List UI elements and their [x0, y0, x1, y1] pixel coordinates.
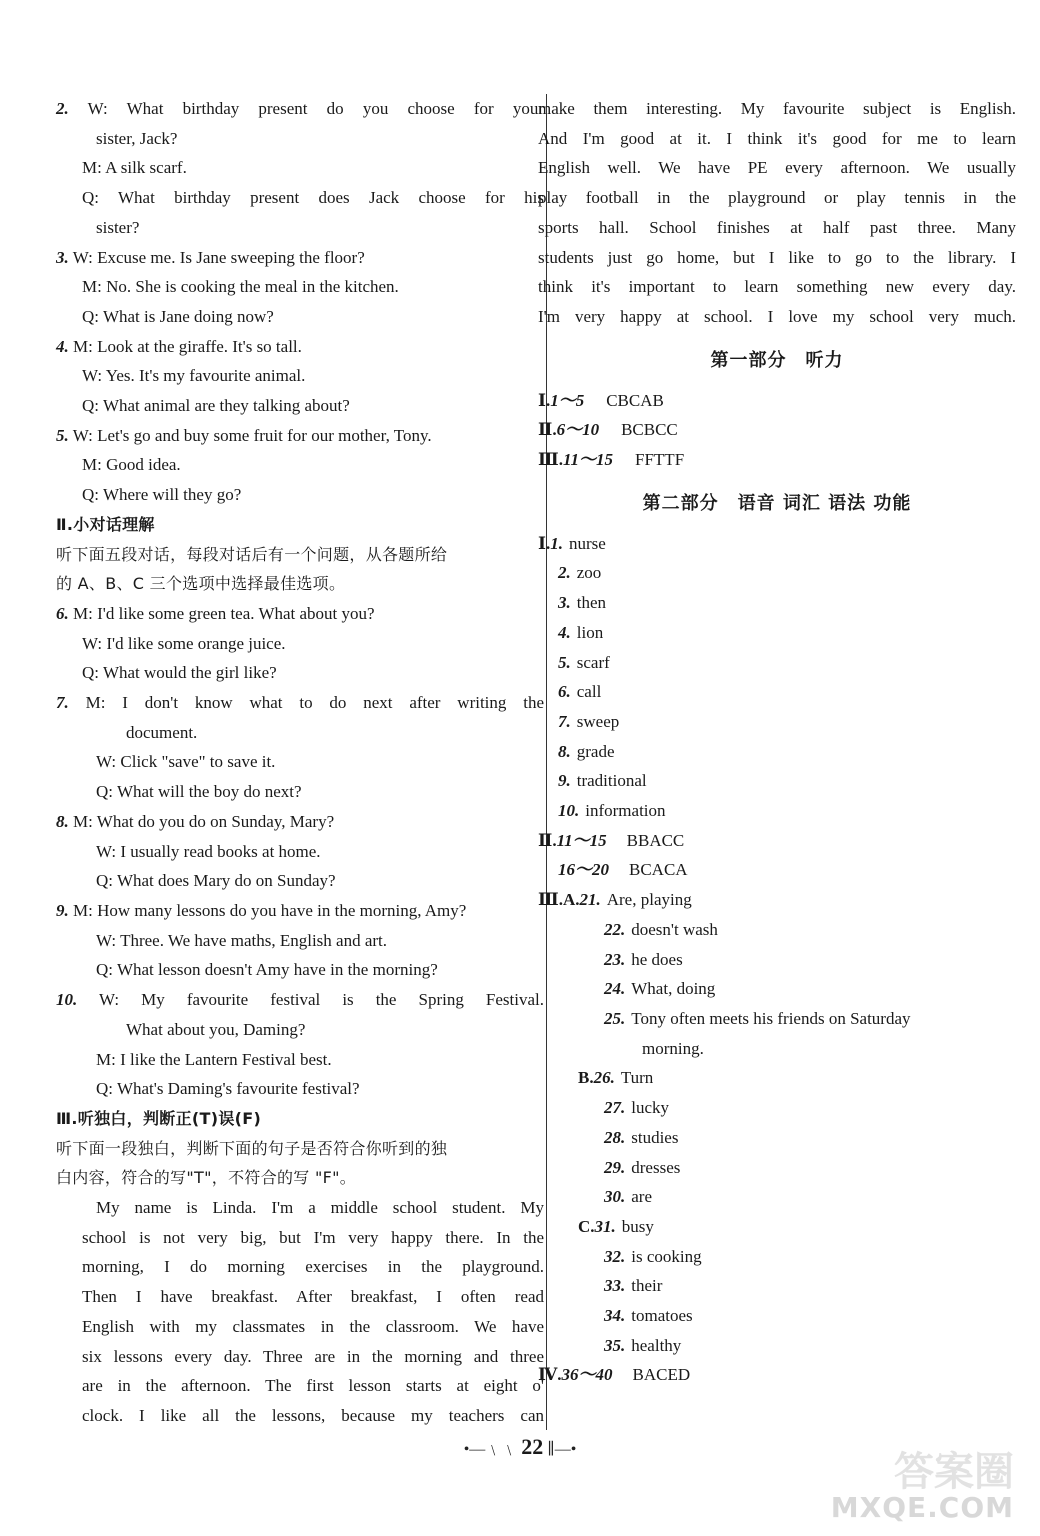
answer-text: then [576, 593, 607, 613]
answer-text: busy [621, 1216, 654, 1236]
line-text: 听下面一段独白，判断下面的句子是否符合你听到的独 [56, 1138, 448, 1158]
item-number: 10. [558, 801, 580, 821]
line-text: Q: What birthday present does Jack choose for his [82, 188, 544, 208]
answer-text: BACED [632, 1365, 691, 1385]
answer-text: morning. [642, 1038, 704, 1058]
answer-text: Turn [620, 1068, 654, 1088]
monologue-continuation [538, 94, 1016, 332]
answer-text: zoo [576, 563, 602, 583]
item-number: 36～40 [561, 1365, 613, 1385]
line-text: M: A silk scarf. [82, 158, 187, 178]
text-line [56, 985, 544, 1015]
text-line: play football in the playground or play tennis in the [538, 188, 1016, 208]
item-number: 30. [604, 1187, 626, 1207]
item-number: 31. [594, 1216, 616, 1236]
line-text: six lessons every day. Three are in the morning and three [82, 1346, 544, 1366]
text-line [56, 450, 544, 480]
item-number: 8. [558, 741, 571, 761]
text-line [56, 1401, 544, 1431]
answer-text: doesn't wash [631, 919, 718, 939]
item-number: 6. [56, 603, 69, 623]
answer-text: lucky [631, 1098, 670, 1118]
answer-row [538, 974, 1016, 1004]
part-one-heading: 第一部分 听力 [710, 349, 844, 371]
item-number: 32. [604, 1246, 626, 1266]
item-number: 5. [56, 425, 69, 445]
text-line [56, 1193, 544, 1223]
answer-row [538, 1153, 1016, 1183]
line-text: school is not very big, but I'm very happy there. In the [82, 1227, 544, 1247]
line-text: Ⅱ.小对话理解 [56, 514, 155, 534]
item-number: 7. [558, 711, 571, 731]
item-number: 2. [56, 99, 69, 118]
line-text: M: Look at the giraffe. It's so tall. [73, 336, 302, 356]
text-line [56, 421, 544, 451]
section-numeral: Ⅱ. [538, 420, 557, 440]
item-number: 4. [558, 622, 571, 642]
answer-text: tomatoes [631, 1306, 693, 1326]
line-text: Q: What does Mary do on Sunday? [96, 871, 336, 891]
item-number: 3. [56, 247, 69, 267]
answer-row [538, 1301, 1016, 1331]
line-text: W: I'd like some orange juice. [82, 633, 286, 653]
text-line [56, 1015, 544, 1045]
text-line [56, 1104, 544, 1134]
answer-text: dresses [631, 1157, 681, 1177]
text-line [56, 718, 544, 748]
line-text: What about you, Daming? [126, 1019, 306, 1039]
line-text: sister? [96, 217, 140, 237]
line-text: W: My favourite festival is the Spring Festival. [99, 990, 544, 1010]
text-line [56, 1045, 544, 1075]
line-text: W: Yes. It's my favourite animal. [82, 366, 306, 386]
line-text: Q: What lesson doesn't Amy have in the morning? [96, 960, 438, 980]
item-number: 22. [604, 919, 626, 939]
line-text: M: I don't know what to do next after writing the [85, 693, 545, 713]
question-range: 6～10 [556, 420, 600, 440]
question-range: 11～15 [562, 450, 614, 470]
section-numeral: Ⅲ. [538, 450, 563, 470]
answer-row [538, 945, 1016, 975]
item-number: 33. [604, 1276, 626, 1296]
item-number: 5. [558, 652, 571, 672]
item-number: 34. [604, 1306, 626, 1326]
answer-row [538, 1360, 1016, 1390]
answer-row [538, 529, 1016, 559]
answer-row [538, 1034, 1016, 1064]
text-line: students just go home, but I like to go to the library. I [538, 247, 1016, 267]
line-text: sister, Jack? [96, 128, 178, 148]
line-text: morning, I do morning exercises in the playground. [82, 1257, 544, 1277]
text-line [56, 569, 544, 599]
text-line: I'm very happy at school. I love my school very much. [538, 306, 1016, 326]
text-line [56, 955, 544, 985]
line-text: My name is Linda. I'm a middle school student. My [96, 1198, 544, 1218]
answer-row [538, 648, 1016, 678]
item-number: 28. [604, 1127, 626, 1147]
item-number: 35. [604, 1335, 626, 1355]
text-line [56, 777, 544, 807]
section-numeral: C. [578, 1216, 595, 1236]
line-text: W: What birthday present do you choose for your [87, 99, 544, 118]
line-text: Q: What is Jane doing now? [82, 306, 274, 326]
item-number: 1. [550, 533, 563, 553]
answer-row [538, 1331, 1016, 1361]
watermark [831, 1440, 1014, 1524]
answer-row [538, 855, 1016, 885]
text-line [56, 807, 544, 837]
answer-row [538, 677, 1016, 707]
answer-text: are [631, 1187, 653, 1207]
answer-row [538, 1063, 1016, 1093]
answer-text: Are, playing [606, 890, 692, 910]
answer-text: BCBCC [621, 420, 678, 440]
text-line [56, 1074, 544, 1104]
answer-row [538, 445, 1016, 475]
item-number: 10. [56, 990, 78, 1010]
item-number: 9. [558, 771, 571, 791]
text-line [56, 480, 544, 510]
text-line: And I'm good at it. I think it's good for me to learn [538, 128, 1016, 148]
text-line [56, 272, 544, 302]
text-line: sports hall. School finishes at half past three. Many [538, 217, 1016, 237]
item-number: 24. [604, 979, 626, 999]
section-numeral: Ⅰ. [538, 533, 551, 553]
line-text: W: Click "save" to save it. [96, 752, 276, 772]
text-line [56, 658, 544, 688]
watermark-logo: 答案圈 [894, 1449, 1014, 1495]
item-number: 6. [558, 682, 571, 702]
item-number: 21. [579, 890, 601, 910]
text-line: English well. We have PE every afternoon. We usually [538, 158, 1016, 178]
answer-text: studies [631, 1127, 679, 1147]
line-text: 白内容，符合的写"T"，不符合的写 "F"。 [56, 1168, 357, 1188]
text-line: make them interesting. My favourite subject is English. [538, 99, 1016, 118]
footer-left-ornament: •—﹨﹨ [463, 1441, 518, 1458]
answer-text: call [576, 682, 602, 702]
section-numeral: Ⅲ.A. [538, 890, 580, 910]
answer-row [538, 386, 1016, 416]
item-number: 26. [593, 1068, 615, 1088]
answer-text: BBACC [626, 830, 685, 850]
answer-text: their [631, 1276, 663, 1296]
answer-row [538, 1182, 1016, 1212]
text-line [56, 866, 544, 896]
answer-row [538, 707, 1016, 737]
answer-row [538, 737, 1016, 767]
section-numeral: Ⅳ. [538, 1365, 562, 1385]
page-number: 22 [521, 1434, 544, 1459]
line-text: W: Excuse me. Is Jane sweeping the floor? [72, 247, 365, 267]
line-text: M: I like the Lantern Festival best. [96, 1049, 332, 1069]
answer-row [538, 796, 1016, 826]
line-text: M: No. She is cooking the meal in the kitchen. [82, 277, 399, 297]
text-line [56, 243, 544, 273]
text-line [56, 183, 544, 213]
text-line [56, 302, 544, 332]
answer-row [538, 1123, 1016, 1153]
line-text: M: Good idea. [82, 455, 181, 475]
answer-row [538, 766, 1016, 796]
text-line [56, 926, 544, 956]
answer-text: lion [576, 622, 604, 642]
question-range: 1～5 [550, 390, 585, 410]
line-text: M: How many lessons do you have in the morning, Amy? [73, 900, 467, 920]
text-line [56, 1342, 544, 1372]
right-column [538, 94, 1016, 1390]
footer-right-ornament: ∥—• [547, 1441, 577, 1458]
item-number: 7. [56, 693, 69, 713]
answer-text: he does [631, 949, 683, 969]
text-line [56, 332, 544, 362]
answer-text: What, doing [631, 979, 716, 999]
answer-row [538, 558, 1016, 588]
item-number: 16～20 [558, 860, 609, 880]
item-number: 27. [604, 1098, 626, 1118]
answer-row [538, 1271, 1016, 1301]
text-line [56, 361, 544, 391]
answer-row [538, 415, 1016, 445]
text-line [56, 1252, 544, 1282]
text-line [56, 629, 544, 659]
answer-row [538, 1242, 1016, 1272]
answer-text: information [585, 801, 666, 821]
text-line [56, 837, 544, 867]
answer-row [538, 588, 1016, 618]
text-line [56, 1223, 544, 1253]
answer-text: CBCAB [606, 390, 664, 410]
line-text: Q: What would the girl like? [82, 663, 277, 683]
text-line [56, 124, 544, 154]
line-text: English with my classmates in the classroom. We have [82, 1316, 544, 1336]
answer-text: is cooking [631, 1246, 702, 1266]
item-number: 11～15 [556, 830, 607, 850]
text-line [56, 1312, 544, 1342]
answer-text: scarf [576, 652, 610, 672]
answer-text: BCACA [629, 860, 688, 880]
line-text: document. [126, 722, 198, 742]
line-text: W: Three. We have maths, English and art. [96, 930, 388, 950]
text-line [56, 747, 544, 777]
line-text: Ⅲ.听独白，判断正(T)误(F) [56, 1108, 262, 1128]
watermark-site: MXQE.COM [830, 1491, 1014, 1524]
item-number: 8. [56, 811, 69, 831]
item-number: 29. [604, 1157, 626, 1177]
section-numeral: Ⅰ. [538, 390, 551, 410]
answer-row [538, 826, 1016, 856]
text-line [56, 391, 544, 421]
text-line [56, 1371, 544, 1401]
answer-row [538, 1004, 1016, 1034]
text-line [56, 153, 544, 183]
line-text: Q: What's Daming's favourite festival? [96, 1079, 360, 1099]
text-line [56, 688, 544, 718]
answer-text: healthy [631, 1335, 682, 1355]
line-text: Q: Where will they go? [82, 485, 242, 505]
text-line [56, 213, 544, 243]
item-number: 25. [604, 1008, 626, 1028]
part-two-heading: 第二部分 语音 词汇 语法 功能 [642, 492, 912, 514]
line-text: Then I have breakfast. After breakfast, I often read [82, 1287, 544, 1307]
line-text: Q: What will the boy do next? [96, 782, 302, 802]
answer-row [538, 1212, 1016, 1242]
text-line [56, 1163, 544, 1193]
line-text: W: Let's go and buy some fruit for our mother, Tony. [72, 425, 432, 445]
section-numeral: B. [578, 1068, 594, 1088]
answer-text: Tony often meets his friends on Saturday [631, 1008, 911, 1028]
line-text: Q: What animal are they talking about? [82, 396, 350, 416]
text-line [56, 896, 544, 926]
answer-text: grade [576, 741, 615, 761]
text-line [56, 94, 544, 124]
line-text: M: I'd like some green tea. What about you? [73, 603, 375, 623]
text-line [56, 1134, 544, 1164]
left-column [56, 94, 544, 1431]
line-text: are in the afternoon. The first lesson starts at eight o' [82, 1376, 544, 1396]
line-text: 听下面五段对话，每段对话后有一个问题，从各题所给 [56, 544, 448, 564]
line-text: 的 A、B、C 三个选项中选择最佳选项。 [56, 574, 346, 594]
part-one-answers [538, 386, 1016, 475]
answer-row [538, 885, 1016, 915]
item-number: 2. [558, 563, 571, 583]
text-line [56, 1282, 544, 1312]
answer-text: sweep [576, 711, 620, 731]
item-number: 3. [558, 593, 571, 613]
answer-text: FFTTF [635, 450, 685, 470]
part-two-answers [538, 529, 1016, 1390]
answer-text: nurse [568, 533, 606, 553]
item-number: 9. [56, 900, 69, 920]
section-numeral: Ⅱ. [538, 830, 557, 850]
answer-row [538, 1093, 1016, 1123]
text-line [56, 540, 544, 570]
item-number: 23. [604, 949, 626, 969]
text-line [56, 510, 544, 540]
answer-row [538, 618, 1016, 648]
line-text: M: What do you do on Sunday, Mary? [73, 811, 335, 831]
answer-row [538, 915, 1016, 945]
answer-text: traditional [576, 771, 647, 791]
item-number: 4. [56, 336, 69, 356]
line-text: W: I usually read books at home. [96, 841, 321, 861]
line-text: clock. I like all the lessons, because my teachers can [82, 1405, 544, 1425]
text-line [56, 599, 544, 629]
text-line: think it's important to learn something new every day. [538, 277, 1016, 297]
